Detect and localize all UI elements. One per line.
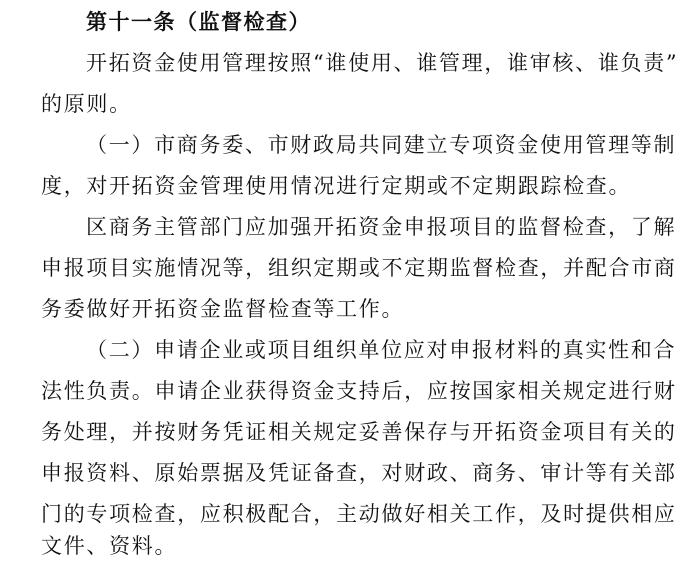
paragraph-line: 的原则。 (41, 92, 132, 116)
paragraph-line: 务处理，并按财务凭证相关规定妥善保存与开拓资金项目有关的 (41, 420, 677, 444)
paragraph-line: （二）申请企业或项目组织单位应对申报材料的真实性和合 (86, 338, 677, 362)
paragraph-line: 开拓资金使用管理按照“谁使用、谁管理，谁审核、谁负责” (86, 51, 679, 75)
paragraph-line: 申报资料、原始票据及凭证备查，对财政、商务、审计等有关部 (41, 461, 677, 485)
paragraph-line: 文件、资料。 (41, 534, 178, 558)
paragraph-line: 门的专项检查，应积极配合，主动做好相关工作，及时提供相应 (41, 502, 677, 526)
paragraph-line: 申报项目实施情况等，组织定期或不定期监督检查，并配合市商 (41, 256, 677, 280)
paragraph-line: （一）市商务委、市财政局共同建立专项资金使用管理等制 (86, 133, 677, 157)
paragraph-line: 度，对开拓资金管理使用情况进行定期或不定期跟踪检查。 (41, 174, 632, 198)
paragraph-line: 务委做好开拓资金监督检查等工作。 (41, 297, 405, 321)
article-title: 第十一条（监督检查） (86, 9, 311, 34)
paragraph-line: 区商务主管部门应加强开拓资金申报项目的监督检查，了解 (86, 215, 677, 239)
paragraph-line: 法性负责。申请企业获得资金支持后，应按国家相关规定进行财 (41, 379, 677, 403)
